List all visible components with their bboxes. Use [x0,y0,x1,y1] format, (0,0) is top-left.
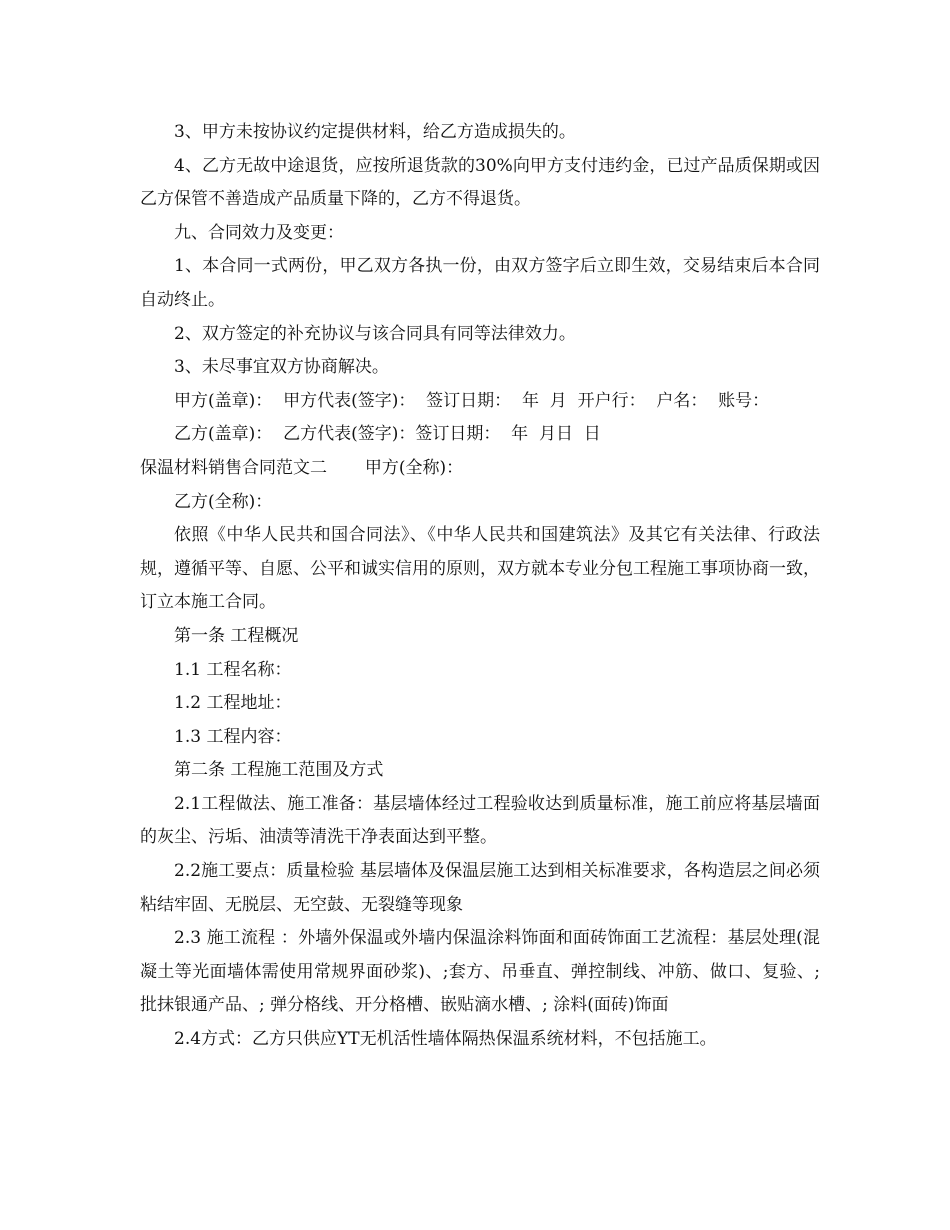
heading-text: 第二条 工程施工范围及方式 [174,760,384,781]
paragraph-text: 1.2 工程地址： [174,693,292,714]
paragraph-text: 3、未尽事宜双方协商解决。 [174,357,389,378]
item-2-4-method [140,1023,820,1057]
item-1-3-project-content [140,721,820,755]
signature-text: 甲方(盖章)： 甲方代表(签字)： 签订日期： 年 月 开户行： 户名： 账号： [174,390,770,411]
heading-text: 第一条 工程概况 [174,625,299,646]
paragraph-clause-3-material [140,116,820,150]
paragraph-text: 2.3 施工流程 ：外墙外保温或外墙内保温涂料饰面和面砖饰面工艺流程：基层处理(混凝土等光面墙体需使用常规界面砂浆)、;套方、吊垂直、弹控制线、冲筋、做口、复验、;批抹银通产品、; 弹分格线、开分格槽、嵌贴滴水槽、; 涂料(面砖)饰面 [140,928,820,1016]
paragraph-text: 乙方(全称)： [174,491,273,512]
paragraph-text: 1、本合同一式两份，甲乙双方各执一份，由双方签字后立即生效，交易结束后本合同自动终止。 [140,256,820,310]
section-heading-contract-validity [140,217,820,251]
paragraph-text: 1.3 工程内容： [174,726,292,747]
item-1-1-project-name [140,654,820,688]
paragraph-text: 2、双方签定的补充协议与该合同具有同等法律效力。 [174,323,576,344]
signature-line-party-a [140,385,820,419]
item-2-3-process [140,922,820,1023]
paragraph-text: 依照《中华人民共和国合同法》、《中华人民共和国建筑法》及其它有关法律、行政法规，遵循平等、自愿、公平和诚实信用的原则，双方就本专业分包工程施工事项协商一致，订立本施工合同。 [140,525,820,613]
contract-title-sample-two [140,452,820,486]
paragraph-preamble [140,519,820,620]
signature-line-party-b [140,418,820,452]
item-1-2-project-address [140,687,820,721]
signature-text: 乙方(盖章)： 乙方代表(签字)：签订日期： 年 月日 日 [174,424,601,445]
paragraph-text: 2.2施工要点：质量检验 基层墙体及保温层施工达到相关标准要求，各构造层之间必须粘结牢固、无脱层、无空鼓、无裂缝等现象 [140,861,820,915]
title-text: 保温材料销售合同范文二 甲方(全称)： [140,457,464,478]
party-b-full-name [140,486,820,520]
paragraph-text: 1.1 工程名称： [174,659,292,680]
paragraph-text: 2.4方式：乙方只供应YT无机活性墙体隔热保温系统材料，不包括施工。 [174,1029,717,1050]
paragraph-validity-1 [140,250,820,317]
article-1-heading [140,620,820,654]
document-body [140,116,820,1057]
item-2-2-key-points [140,855,820,922]
item-2-1-preparation [140,788,820,855]
paragraph-text: 4、乙方无故中途退货，应按所退货款的30%向甲方支付违约金，已过产品质保期或因乙方保管不善造成产品质量下降的，乙方不得退货。 [140,155,820,210]
heading-text: 九、合同效力及变更： [174,222,344,243]
paragraph-text: 2.1工程做法、施工准备：基层墙体经过工程验收达到质量标准，施工前应将基层墙面的灰尘、污垢、油渍等清洗干净表面达到平整。 [140,793,820,848]
paragraph-validity-3 [140,351,820,385]
paragraph-clause-4-return [140,150,820,217]
paragraph-text: 3、甲方未按协议约定提供材料，给乙方造成损失的。 [174,122,576,142]
paragraph-validity-2 [140,318,820,352]
article-2-heading [140,754,820,788]
